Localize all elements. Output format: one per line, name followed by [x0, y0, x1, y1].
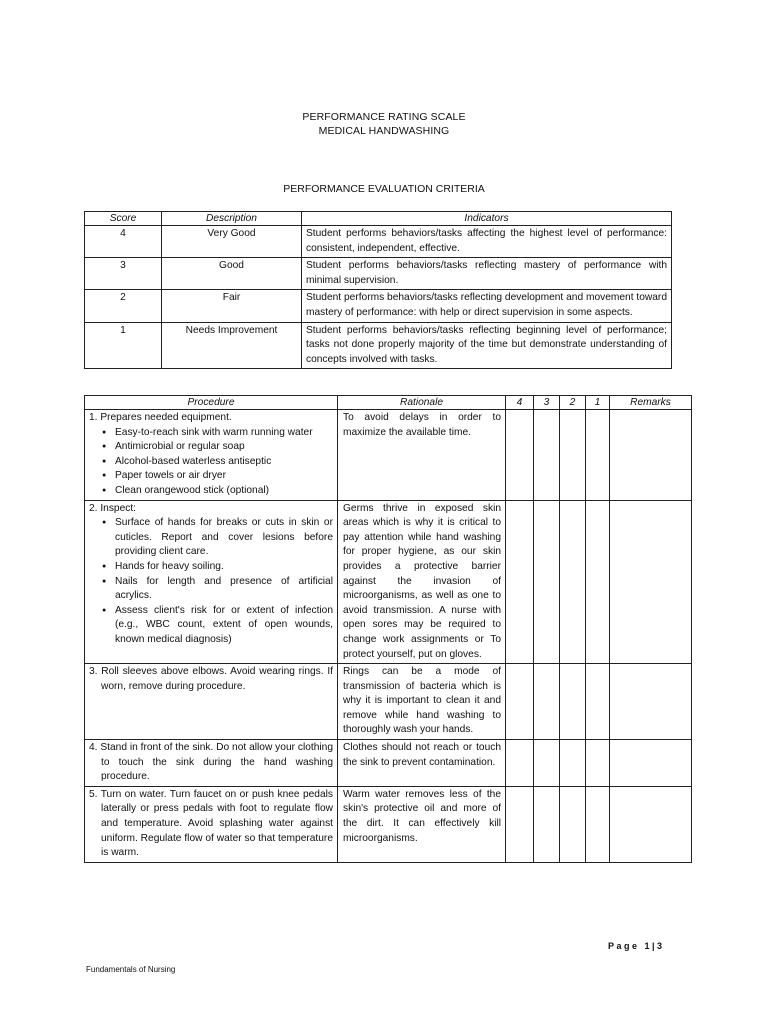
- footer-course-name: Fundamentals of Nursing: [86, 965, 176, 974]
- procedure-row: [85, 664, 692, 740]
- rating-4-cell[interactable]: [506, 740, 534, 787]
- title-line-2: MEDICAL HANDWASHING: [318, 125, 450, 137]
- procedure-row: [85, 500, 692, 664]
- list-item: ● Assess client's risk for or extent of infection (e.g., WBC count, extent of open wounds, known medical diagnosis): [115, 604, 333, 648]
- evaluation-criteria-table: [84, 211, 672, 369]
- procedure-cell: [85, 500, 338, 664]
- description-header: Description: [162, 212, 302, 226]
- procedure-cell: [85, 786, 338, 862]
- remarks-cell[interactable]: [610, 500, 692, 664]
- document-title: [0, 110, 768, 138]
- list-item: ● Antimicrobial or regular soap: [115, 440, 333, 455]
- score-header: Score: [85, 212, 162, 226]
- rating-1-cell[interactable]: [586, 410, 610, 501]
- rationale-cell: Warm water removes less of the skin's protective oil and more of the dirt. It can effectively kill microorganisms.: [338, 786, 506, 862]
- rationale-cell: Clothes should not reach or touch the sink to prevent contamination.: [338, 740, 506, 787]
- procedure-row: [85, 786, 692, 862]
- procedure-row: [85, 740, 692, 787]
- rating-2-cell[interactable]: [560, 500, 586, 664]
- procedure-cell: [85, 410, 338, 501]
- rating-2-cell[interactable]: [560, 410, 586, 501]
- list-item: ● Clean orangewood stick (optional): [115, 484, 333, 499]
- indicator-cell: Student performs behaviors/tasks reflecting development and movement toward mastery of performance: with help or direct supervision in some aspects.: [302, 290, 672, 322]
- rating-4-header: 4: [506, 396, 534, 410]
- list-item: ● Nails for length and presence of artificial acrylics.: [115, 575, 333, 604]
- score-cell: 4: [85, 226, 162, 258]
- procedure-header: Procedure: [85, 396, 338, 410]
- rating-3-cell[interactable]: [534, 786, 560, 862]
- criteria-row: [85, 226, 672, 258]
- step-text: 3. Roll sleeves above elbows. Avoid wearing rings. If worn, remove during procedure.: [89, 666, 333, 692]
- title-line-1: PERFORMANCE RATING SCALE: [302, 111, 466, 123]
- procedure-cell: [85, 740, 338, 787]
- procedure-header-row: [85, 396, 692, 410]
- page-number: Page 1|3: [608, 941, 665, 951]
- rating-2-cell[interactable]: [560, 664, 586, 740]
- rationale-cell: To avoid delays in order to maximize the available time.: [338, 410, 506, 501]
- procedure-row: [85, 410, 692, 501]
- rating-3-cell[interactable]: [534, 410, 560, 501]
- equipment-list: [89, 426, 333, 499]
- score-cell: 1: [85, 322, 162, 369]
- criteria-title: PERFORMANCE EVALUATION CRITERIA: [283, 183, 485, 195]
- indicators-header: Indicators: [302, 212, 672, 226]
- rating-3-cell[interactable]: [534, 500, 560, 664]
- remarks-cell[interactable]: [610, 786, 692, 862]
- criteria-row: [85, 322, 672, 369]
- rating-1-cell[interactable]: [586, 664, 610, 740]
- score-cell: 2: [85, 290, 162, 322]
- inspection-list: [89, 516, 333, 647]
- description-cell: Good: [162, 258, 302, 290]
- step-text: 2. Inspect:: [89, 502, 137, 514]
- list-item: ● Easy-to-reach sink with warm running water: [115, 426, 333, 441]
- rating-3-header: 3: [534, 396, 560, 410]
- rating-4-cell[interactable]: [506, 664, 534, 740]
- score-cell: 3: [85, 258, 162, 290]
- step-text: 4. Stand in front of the sink. Do not allow your clothing to touch the sink during the hand washing procedure.: [89, 742, 333, 783]
- remarks-cell[interactable]: [610, 740, 692, 787]
- rating-3-cell[interactable]: [534, 664, 560, 740]
- remarks-header: Remarks: [610, 396, 692, 410]
- description-cell: Needs Improvement: [162, 322, 302, 369]
- list-item: ● Hands for heavy soiling.: [115, 560, 333, 575]
- rating-2-cell[interactable]: [560, 786, 586, 862]
- rating-2-cell[interactable]: [560, 740, 586, 787]
- description-cell: Very Good: [162, 226, 302, 258]
- rating-4-cell[interactable]: [506, 410, 534, 501]
- rating-1-header: 1: [586, 396, 610, 410]
- remarks-cell[interactable]: [610, 410, 692, 501]
- rating-4-cell[interactable]: [506, 786, 534, 862]
- procedure-cell: [85, 664, 338, 740]
- criteria-header-row: [85, 212, 672, 226]
- rationale-cell: Germs thrive in exposed skin areas which is why it is critical to pay attention while hand washing for proper hygiene, as our skin provides a protective barrier against the invasion of microorganisms, as well as one to avoid transmission. A nurse with open sores may be required to change work assignments or To protect yourself, put on gloves.: [338, 500, 506, 664]
- list-item: ● Paper towels or air dryer: [115, 469, 333, 484]
- description-cell: Fair: [162, 290, 302, 322]
- rating-3-cell[interactable]: [534, 740, 560, 787]
- list-item: ● Surface of hands for breaks or cuts in skin or cuticles. Report and cover lesions before providing client care.: [115, 516, 333, 560]
- rationale-header: Rationale: [338, 396, 506, 410]
- list-item: ● Alcohol-based waterless antiseptic: [115, 455, 333, 470]
- procedure-table: [84, 395, 692, 863]
- criteria-row: [85, 290, 672, 322]
- rationale-cell: Rings can be a mode of transmission of bacteria which is why it is important to clean it and remove while hand washing to thoroughly wash your hands.: [338, 664, 506, 740]
- remarks-cell[interactable]: [610, 664, 692, 740]
- indicator-cell: Student performs behaviors/tasks reflecting mastery of performance with minimal supervision.: [302, 258, 672, 290]
- rating-2-header: 2: [560, 396, 586, 410]
- step-text: 5. Turn on water. Turn faucet on or push knee pedals laterally or press pedals with foot to regulate flow and temperature. Avoid splashing water against uniform. Regulate flow of water so that temperature is warm.: [89, 788, 333, 859]
- rating-1-cell[interactable]: [586, 786, 610, 862]
- indicator-cell: Student performs behaviors/tasks affecting the highest level of performance: consistent, independent, effective.: [302, 226, 672, 258]
- indicator-cell: Student performs behaviors/tasks reflecting beginning level of performance; tasks not done properly majority of the time but demonstrate understanding of concepts involved with tasks.: [302, 322, 672, 369]
- rating-1-cell[interactable]: [586, 500, 610, 664]
- rating-4-cell[interactable]: [506, 500, 534, 664]
- rating-1-cell[interactable]: [586, 740, 610, 787]
- criteria-row: [85, 258, 672, 290]
- step-text: 1. Prepares needed equipment.: [89, 412, 232, 423]
